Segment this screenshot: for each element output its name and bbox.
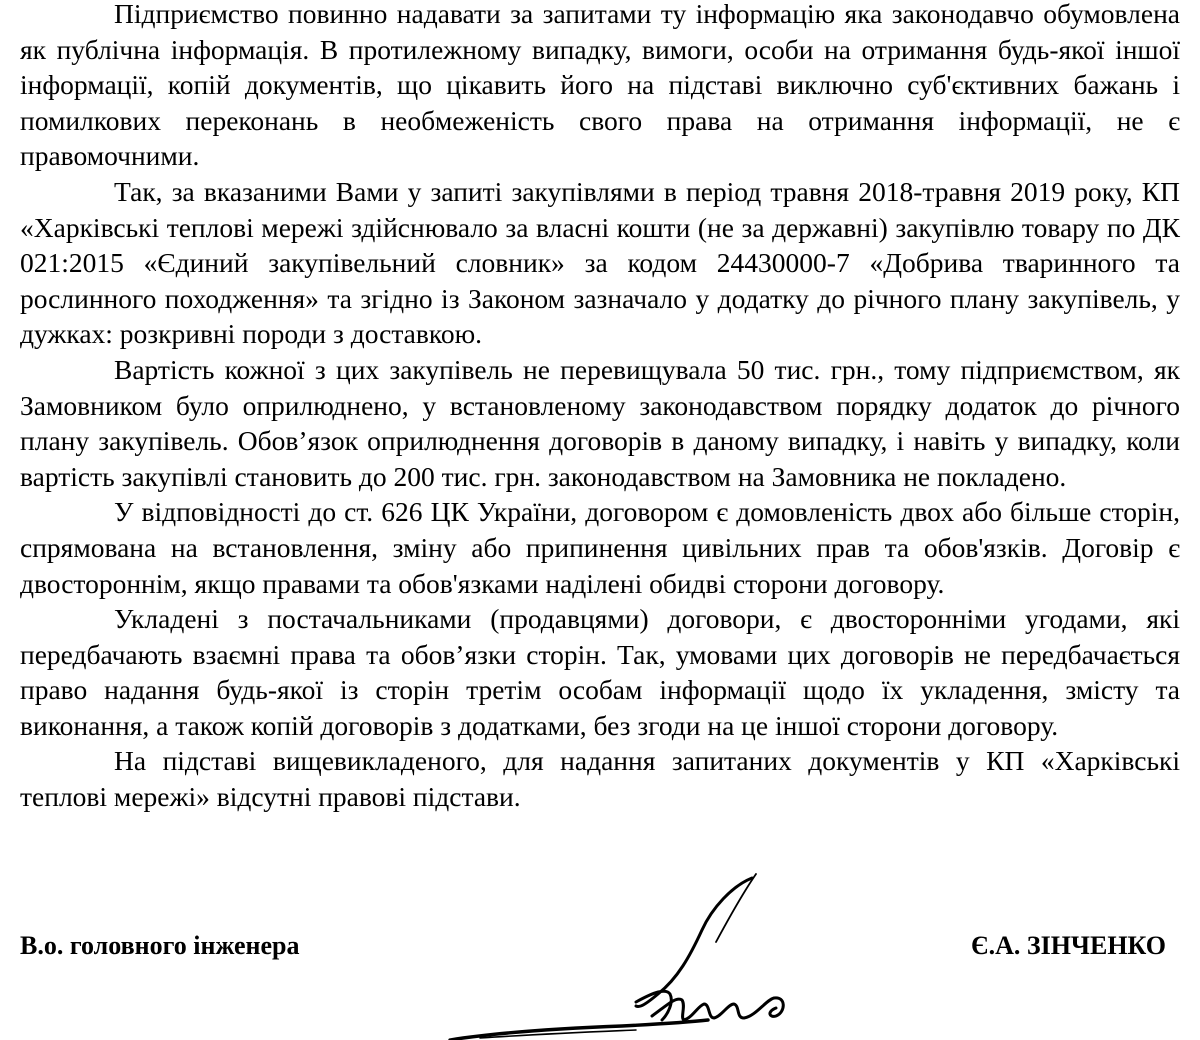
paragraph-contracts: Укладені з постачальниками (продавцями) договори, є двосторонніми угодами, які передбачають взаємні права та обов’язки сторін. Так, умовами цих договорів не передбачається право надання будь-якої із сторін третім особам інформації щодо їх укладення, змісту та виконання, а також копій договорів з додатками, без згоди на це іншої сторони договору. — [20, 603, 1180, 741]
paragraph-public-info: Підприємство повинно надавати за запитами ту інформацію яка законодавчо обумовлена як публічна інформація. В протилежному випадку, вимоги, особи на отримання будь-якої іншої інформації, копій документів, що цікавить його на підставі виключно суб'єктивних бажань і помилкових переконань в необмеженість свого права на отримання інформації, не є правомочними. — [20, 0, 1180, 172]
paragraph-civil-code: У відповідності до ст. 626 ЦК України, договором є домовленість двох або більше сторін, спрямована на встановлення, зміну або припинення цивільних прав та обов'язків. Договір є двостороннім, якщо правами та обов'язками наділені обидві сторони договору. — [20, 496, 1180, 599]
handwritten-signature — [440, 868, 840, 1040]
paragraph-conclusion: На підставі вищевикладеного, для надання запитаних документів у КП «Харківські теплові мережі» відсутні правові підстави. — [20, 745, 1180, 813]
paragraph-cost: Вартість кожної з цих закупівель не перевищувала 50 тис. грн., тому підприємством, як Замовником було оприлюднено, у встановленому законодавством порядку додаток до річного плану закупівель. Обов’язок оприлюднення договорів в даному випадку, і навіть у випадку, коли вартість закупівлі становить до 200 тис. грн. законодавством на Замовника не покладено. — [20, 353, 1180, 492]
signatory-title: В.о. головного інженера — [20, 931, 300, 960]
signatory-name: Є.А. ЗІНЧЕНКО — [970, 931, 1166, 960]
letter-body — [20, 0, 1180, 815]
paragraph-procurement: Так, за вказаними Вами у запиті закупівлями в період травня 2018-травня 2019 року, КП «Харківські теплові мережі здійснювало за власні кошти (не за державні) закупівлю товару по ДК 021:2015 «Єдиний закупівельний словник» за кодом 24430000-7 «Добрива тваринного та рослинного походження» та згідно із Законом зазначало у додатку до річного плану закупівель, у дужках: розкривні породи з доставкою. — [20, 175, 1180, 350]
